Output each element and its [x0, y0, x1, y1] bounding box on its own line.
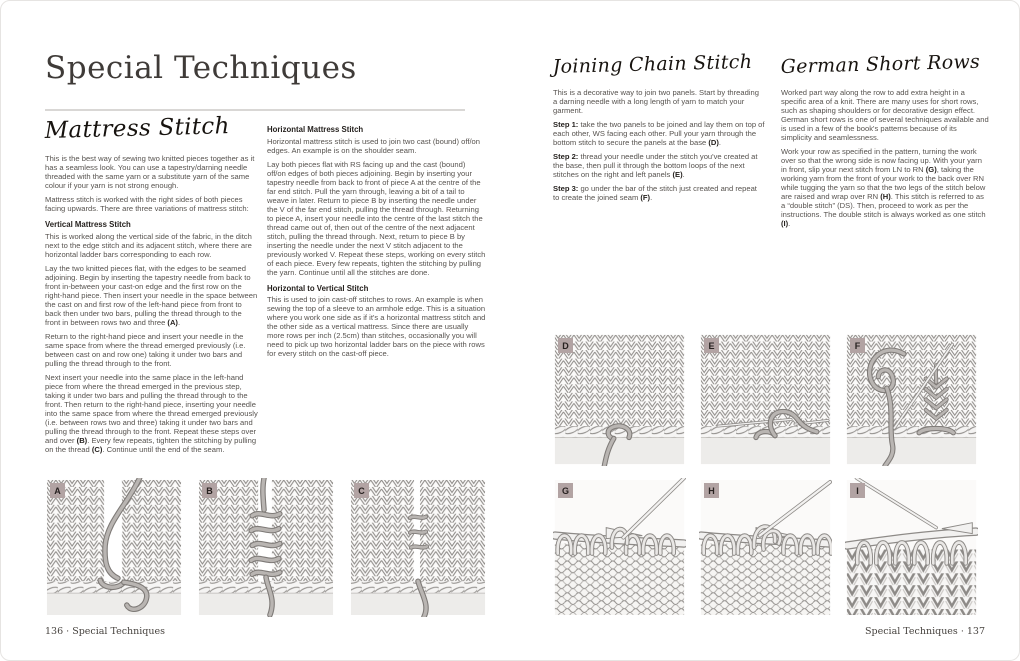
- paragraph: Horizontal mattress stitch is used to join two cast (bound) off/on edges. An example is on the shoulder seam.: [267, 136, 481, 155]
- paragraph: This is a decorative way to join two panels. Start by threading a darning needle with a long length of yarn to match your garment.: [553, 88, 759, 115]
- figure-panel: [553, 333, 686, 466]
- paragraph: This is the best way of sewing two knitted pieces together as it has a seamless look. You can use a tapestry/darning needle threaded with the same yarn or a substitute yarn of the same colour if your yarn is not strong enough.: [45, 154, 255, 190]
- paragraph: Next insert your needle into the same place in the left-hand piece from where the thread emerged in the previous step, taking it under two bars and pulling the thread through to the front. Then return to the right-hand piece, inserting your needle into the same space from where the thread emerged previously (i.e. between rows two and three) taking it under two bars and pulling the thread through to the front. Repeat these steps over and over (B). Every few repeats, tighten the stitching by pulling on the thread (C). Continue until the end of the seam.: [45, 372, 258, 454]
- paragraph: Lay both pieces flat with RS facing up and the cast (bound) off/on edges of both pieces adjoining. Begin by inserting your tapestry needle from back to front of piece A at the centre of the far end stitch. Pull the yarn through, leaving a bit of a tail to weave in later. Return to piece B by inserting the needle under the V of the far end stitch, pulling the thread through. Returning to piece A, insert your needle into the centre of the last stitch the thread came out of, then out of the centre of the next adjacent stitch, pulling the thread through. Next, return to piece B by inserting the needle under the next V stitch adjacent to the previously worked V. Repeat these steps, working on every stitch of each piece. Every few repeats, tighten the stitching by pulling the yarn. Continue until all the stitches are done.: [267, 159, 486, 277]
- paragraph: This is worked along the vertical side of the fabric, in the ditch next to the edge stitch and its adjacent stitch, where there are horizontal ladder bars corresponding to each row.: [45, 231, 252, 259]
- knitting-illustration: [349, 478, 487, 617]
- text-blocks: [781, 88, 989, 228]
- knitting-illustration: [45, 478, 183, 617]
- script-heading-joining-chain-stitch: Joining Chain Stitch: [552, 50, 753, 78]
- figure-panel: [845, 478, 978, 617]
- figure-label: A: [50, 483, 65, 498]
- page-title: Special Techniques: [45, 50, 357, 86]
- figure-row-abc: [45, 478, 487, 617]
- paragraph: This is used to join cast-off stitches to rows. An example is when sewing the top of a sleeve to an armhole edge. This is a situation where you work one side as if it's a horizontal mattress stitch and the other side as a vertical mattress. Since there are usually more rows per inch (2.5cm) than stitches, occasionally you will need to pick up two horizontal ladder bars on the piece with rows for every stitch on the cast-off piece.: [267, 295, 486, 358]
- left-page-column-2: [267, 118, 486, 363]
- paragraph: Step 2: thread your needle under the stitch you've created at the base, then pull it through the bottom loops of the next stitches on the right and left panels (E).: [553, 152, 758, 179]
- paragraph: Step 1: take the two panels to be joined and lay them on top of each other, WS facing each other. Pull your yarn through the bottom stitch to secure the panels at the base (D).: [553, 120, 765, 147]
- figure-label: I: [850, 483, 865, 498]
- figure-panel: [553, 478, 686, 617]
- subheading: Horizontal Mattress Stitch: [267, 125, 364, 134]
- text-blocks: [267, 125, 486, 358]
- figure-label: C: [354, 483, 369, 498]
- page-number-left: 136 · Special Techniques: [45, 626, 165, 637]
- paragraph: Return to the right-hand piece and insert your needle in the same space from where the thread emerged previously (i.e. between cast on and row one) taking it under two bars and pulling the thread through to the front.: [45, 331, 246, 368]
- figure-label: B: [202, 483, 217, 498]
- figure-label: H: [704, 483, 719, 498]
- figure-row-def: [553, 333, 978, 466]
- figure-label: D: [558, 338, 573, 353]
- knitting-illustration: [197, 478, 335, 617]
- text-blocks: [553, 88, 765, 202]
- knitting-illustration: [699, 478, 832, 617]
- figure-label: G: [558, 483, 573, 498]
- paragraph: Step 3: go under the bar of the stitch just created and repeat to create the joined seam (F).: [553, 184, 757, 202]
- text-blocks: [45, 154, 258, 454]
- paragraph: Mattress stitch is worked with the right sides of both pieces facing upwards. There are three variations of mattress stitch:: [45, 195, 249, 213]
- page-number-right: Special Techniques · 137: [865, 626, 985, 637]
- figure-panel: [197, 478, 335, 617]
- right-page-column-1: [552, 50, 765, 207]
- script-heading-mattress-stitch: Mattress Stitch: [44, 113, 231, 144]
- figure-panel: [45, 478, 183, 617]
- figure-panel: [845, 333, 978, 466]
- figure-label: E: [704, 338, 719, 353]
- figure-panel: [699, 333, 832, 466]
- knitting-illustration: [553, 478, 686, 617]
- figure-row-ghi: [553, 478, 978, 617]
- subheading: Vertical Mattress Stitch: [45, 220, 131, 229]
- left-page-column-1: [44, 113, 258, 459]
- figure-panel: [349, 478, 487, 617]
- script-heading-german-short-rows: German Short Rows: [780, 50, 981, 78]
- right-page-column-2: [780, 50, 989, 233]
- paragraph: Work your row as specified in the pattern, turning the work over so that the wrong side is now facing up. With your yarn in front, slip your next stitch from LN to RN (G), taking the working yarn from the front of your work to the back over RN while tugging the yarn so that the two legs of the stitch below are raised and wrap over RN (H). This stitch is referred to as a “double stitch” (DS). Then, proceed to work as per the instructions. The double stitch is always worked as one stitch (I).: [781, 147, 986, 228]
- figure-panel: [699, 478, 832, 617]
- subheading: Horizontal to Vertical Stitch: [267, 283, 369, 293]
- knitting-illustration: [845, 478, 978, 617]
- figure-label: F: [850, 338, 865, 353]
- paragraph: Lay the two knitted pieces flat, with the edges to be seamed adjoining. Begin by inserting the tapestry needle from back to front in-between your cast-on edge and the first row on the right-hand piece. Then insert your needle in the space between the cast on and first row of the left-hand piece from front to back then under two bars, pulling the thread through to the front in between rows two and three (A).: [45, 263, 258, 327]
- title-divider: [45, 109, 465, 111]
- paragraph: Worked part way along the row to add extra height in a specific area of a knit. There are many uses for short rows, such as shaping shoulders or for decorative design effect. German short rows is one of several techniques available and is used in a few of the book's patterns because of its simplicity and seamlessness.: [781, 88, 989, 142]
